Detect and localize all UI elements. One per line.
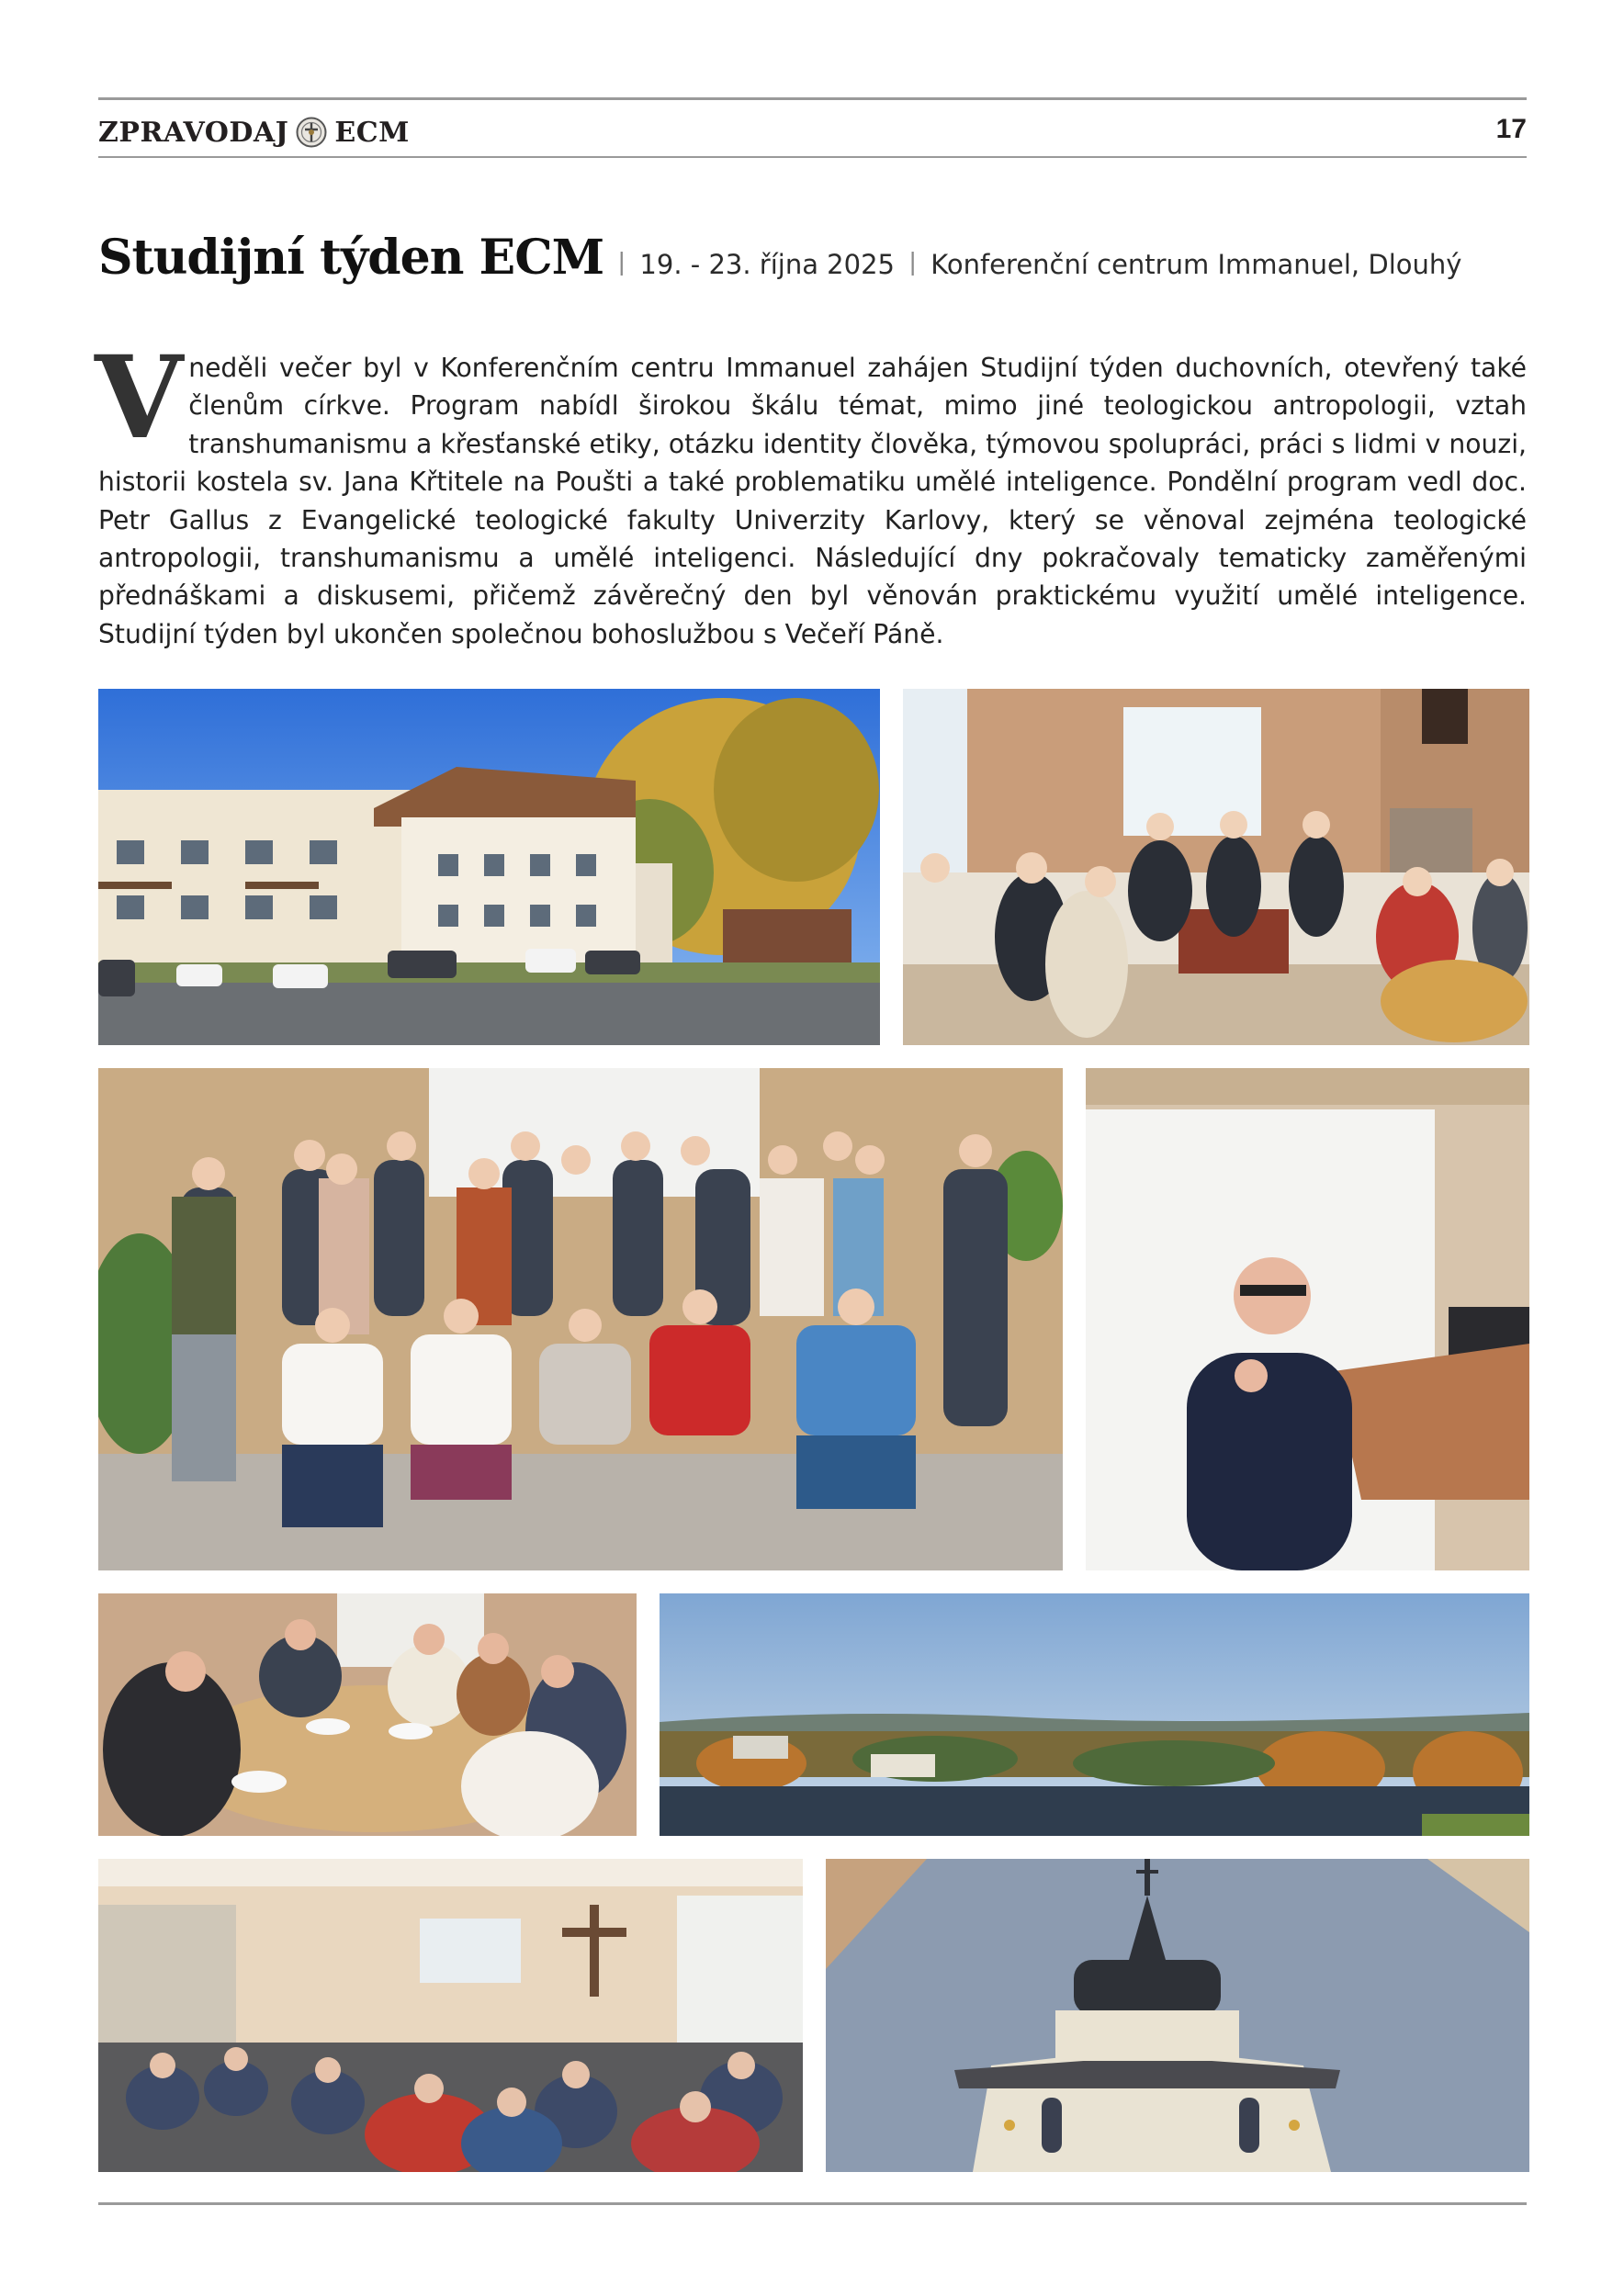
article-venue: Konferenční centrum Immanuel, Dlouhý — [930, 249, 1462, 280]
article-title: Studijní týden ECM — [98, 230, 604, 286]
masthead-left-word: ZPRAVODAJ — [98, 116, 289, 149]
masthead-right-word: ECM — [334, 116, 410, 149]
top-rule — [98, 97, 1527, 100]
lounge-discussion-photo — [903, 689, 1529, 1045]
article-body — [95, 332, 1527, 653]
masthead — [98, 116, 410, 149]
conference-centre-building-photo — [98, 689, 880, 1045]
group-photo — [98, 1068, 1063, 1570]
lake-landscape-photo — [660, 1593, 1529, 1836]
ecm-seal-logo-icon — [296, 117, 327, 148]
bottom-rule — [98, 2202, 1527, 2205]
church-tower-photo — [826, 1859, 1529, 2172]
article-dates: 19. - 23. října 2025 — [639, 249, 895, 280]
header-underline — [98, 156, 1527, 158]
lecturer-photo — [1086, 1068, 1529, 1570]
article-body-text: neděli večer byl v Konferenčním centru Immanuel zahájen Studijní týden duchovních, otevřený také členům církve. Program nabídl širokou škálu témat, mimo jiné teologickou antropologii, vztah transhumanismu a křesťanské etiky, otázku identity člověka, týmovou spolupráci, práci s lidmi v nouzi, historii kostela sv. Jana Křtitele na Poušti a také problematiku umělé inteligence. Pondělní program vedl doc. Petr Gallus z Evangelické teologické fakulty Univerzity Karlovy, který se věnoval zejména teologické antropologii, transhumanismu a umělé inteligenci. Následující dny pokračovaly tematicky zaměřenými přednáškami a diskusemi, přičemž závěrečný den byl věnován praktickému využití umělé inteligence. Studijní týden byl ukončen společnou bohoslužbou s Večeří Páně. — [98, 353, 1527, 649]
lunch-table-photo — [98, 1593, 637, 1836]
drop-cap: V — [95, 332, 184, 465]
title-separator: | — [618, 247, 626, 276]
article-title-row — [98, 230, 1461, 290]
lecture-hall-photo — [98, 1859, 803, 2172]
title-separator: | — [909, 247, 917, 276]
page-number: 17 — [1495, 114, 1527, 144]
